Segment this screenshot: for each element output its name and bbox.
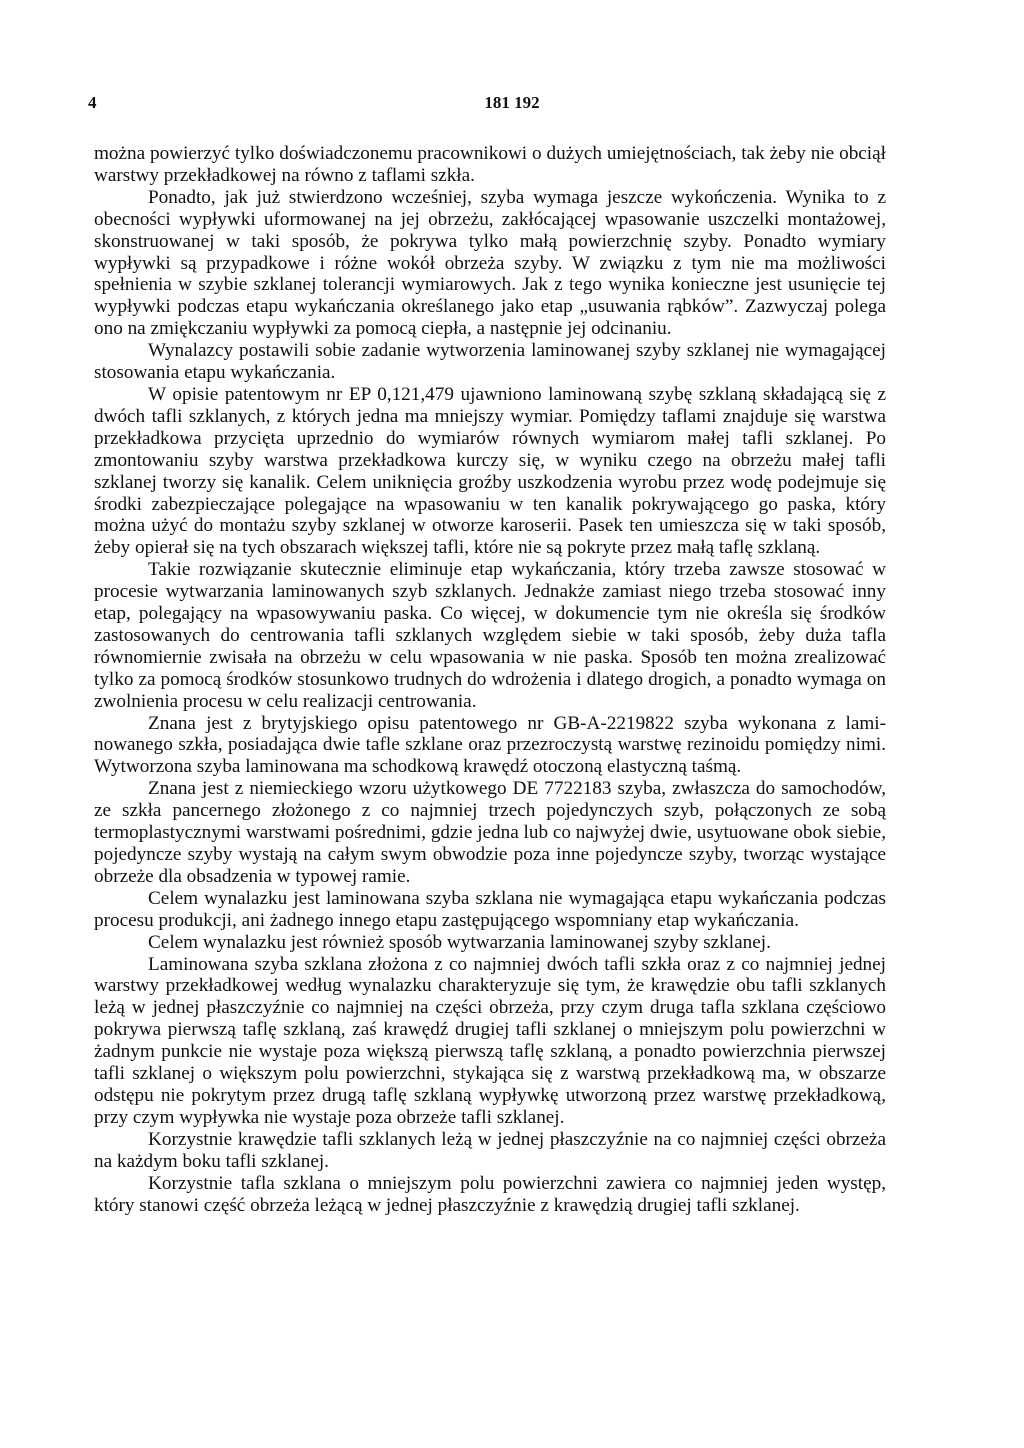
paragraph: Celem wynalazku jest laminowana szyba szklana nie wymagająca etapu wykańczania podczas procesu produkcji, ani żadnego innego etapu zastępującego wspomniany etap wykańczania. [94,887,886,931]
paragraph: Korzystnie krawędzie tafli szklanych leżą w jednej płaszczyźnie na co najmniej części obrzeża na każdym boku tafli szklanej. [94,1128,886,1172]
paragraph: Znana jest z niemieckiego wzoru użytkowego DE 7722183 szyba, zwłaszcza do samochodów, ze szkła pancernego złożonego z co najmniej trzech pojedynczych szyb, połączonych ze sobą termoplastycznymi warstwami pośrednimi, gdzie jedna lub co najwyżej dwie, usytuowane obok siebie, pojedyncze szyby wystają na całym swym obwodzie poza inne pojedyncze szyby, tworząc wystające obrzeże dla obsadzenia w typowej ramie. [94,778,886,887]
paragraph: W opisie patentowym nr EP 0,121,479 ujawniono laminowaną szybę szklaną składającą się z dwóch tafli szklanych, z których jedna ma mniejszy wymiar. Pomiędzy taflami znajduje się warstwa przekładkowa przycięta uprzednio do wymiarów równych wymiarom małej tafli szklanej. Po zmontowaniu szyby warstwa przekładkowa kurczy się, w wyniku czego na obrzeżu małej tafli szklanej tworzy się kanalik. Celem uniknięcia groźby uszkodzenia wyrobu przez wodę podejmuje się środki zabezpieczające polegające na wpasowaniu w ten kanalik pokrywającego go paska, który można użyć do montażu szyby szklanej w otworze karoserii. Pasek ten umieszcza się w taki sposób, żeby opierał się na tych obszarach większej tafli, które nie są pokryte przez małą taflę szklaną. [94,383,886,559]
paragraph: można powierzyć tylko doświadczonemu pracownikowi o dużych umiejętnościach, tak żeby nie obciął warstwy przekładkowej na równo z taflami szkła. [94,143,886,186]
paragraph: Korzystnie tafla szklana o mniejszym polu powierzchni zawiera co najmniej jeden występ, który stanowi część obrzeża leżącą w jednej płaszczyźnie z krawędzią drugiej tafli szklanej. [94,1172,886,1216]
body-text [94,143,886,1216]
page-number: 4 [88,93,97,112]
paragraph: Ponadto, jak już stwierdzono wcześniej, szyba wymaga jeszcze wykończenia. Wynika to z obecności wypływki uformowanej na jej obrzeżu, zakłócającej wpasowanie uszczelki montażowej, skonstruowanej w taki sposób, że pokrywa tylko małą powierzchnię szyby. Ponadto wymiary wypływki są przypadkowe i różne wokół obrzeża szyby. W związku z tym nie ma możliwości spełnienia w szybie szklanej tolerancji wymiarowych. Jak z tego wynika konieczne jest usunięcie tej wypływki podczas etapu wykańczania określanego jako etap „usuwania rąbków”. Zazwyczaj polega ono na zmiękczaniu wypływki za pomocą ciepła, a następnie jej odcinaniu. [94,186,886,340]
paragraph: Znana jest z brytyjskiego opisu patentowego nr GB-A-2219822 szyba wykonana z laminowanego szkła, posiadająca dwie tafle szklane oraz przezroczystą warstwę rezinoidu pomiędzy nimi. Wytworzona szyba laminowana ma schodkową krawędź otoczoną elastyczną taśmą. [94,712,886,778]
paragraph: Laminowana szyba szklana złożona z co najmniej dwóch tafli szkła oraz z co najmniej jednej warstwy przekładkowej według wynalazku charakteryzuje się tym, że krawędzie obu tafli szklanych leżą w jednej płaszczyźnie co najmniej na części obrzeża, przy czym druga tafla szklana częściowo pokrywa pierwszą taflę szklaną, zaś krawędź drugiej tafli szklanej o mniejszym polu powierzchni w żadnym punkcie nie wystaje poza większą pierwszą taflę szklaną, a ponadto powierzchnia pierwszej tafli szklanej o większym polu powierzchni, stykająca się z warstwą przekładkową ma, w obszarze odstępu nie pokrytym przez drugą taflę szklaną wypływkę utworzoną przez warstwę przekładkową, przy czym wypływka nie wystaje poza obrzeże tafli szklanej. [94,953,886,1128]
paragraph: Takie rozwiązanie skutecznie eliminuje etap wykańczania, który trzeba zawsze stosować w procesie wytwarzania laminowanych szyb szklanych. Jednakże zamiast niego trzeba stosować inny etap, polegający na wpasowywaniu paska. Co więcej, w dokumencie tym nie określa się środków zastosowanych do centrowania tafli szklanych względem siebie w taki sposób, żeby duża tafla równomiernie zwisała na obrzeżu w celu wpasowania w nie paska. Sposób ten można zrealizować tylko za pomocą środków stosunkowo trudnych do wdrożenia i dlatego drogich, a ponadto wymaga on zwolnienia procesu w celu realizacji centrowania. [94,559,886,712]
document-number: 181 192 [484,93,540,112]
paragraph: Celem wynalazku jest również sposób wytwarzania laminowanej szyby szklanej. [148,931,771,953]
paragraph: Wynalazcy postawili sobie zadanie wytworzenia laminowanej szyby szklanej nie wymagającej stosowania etapu wykańczania. [94,340,886,384]
